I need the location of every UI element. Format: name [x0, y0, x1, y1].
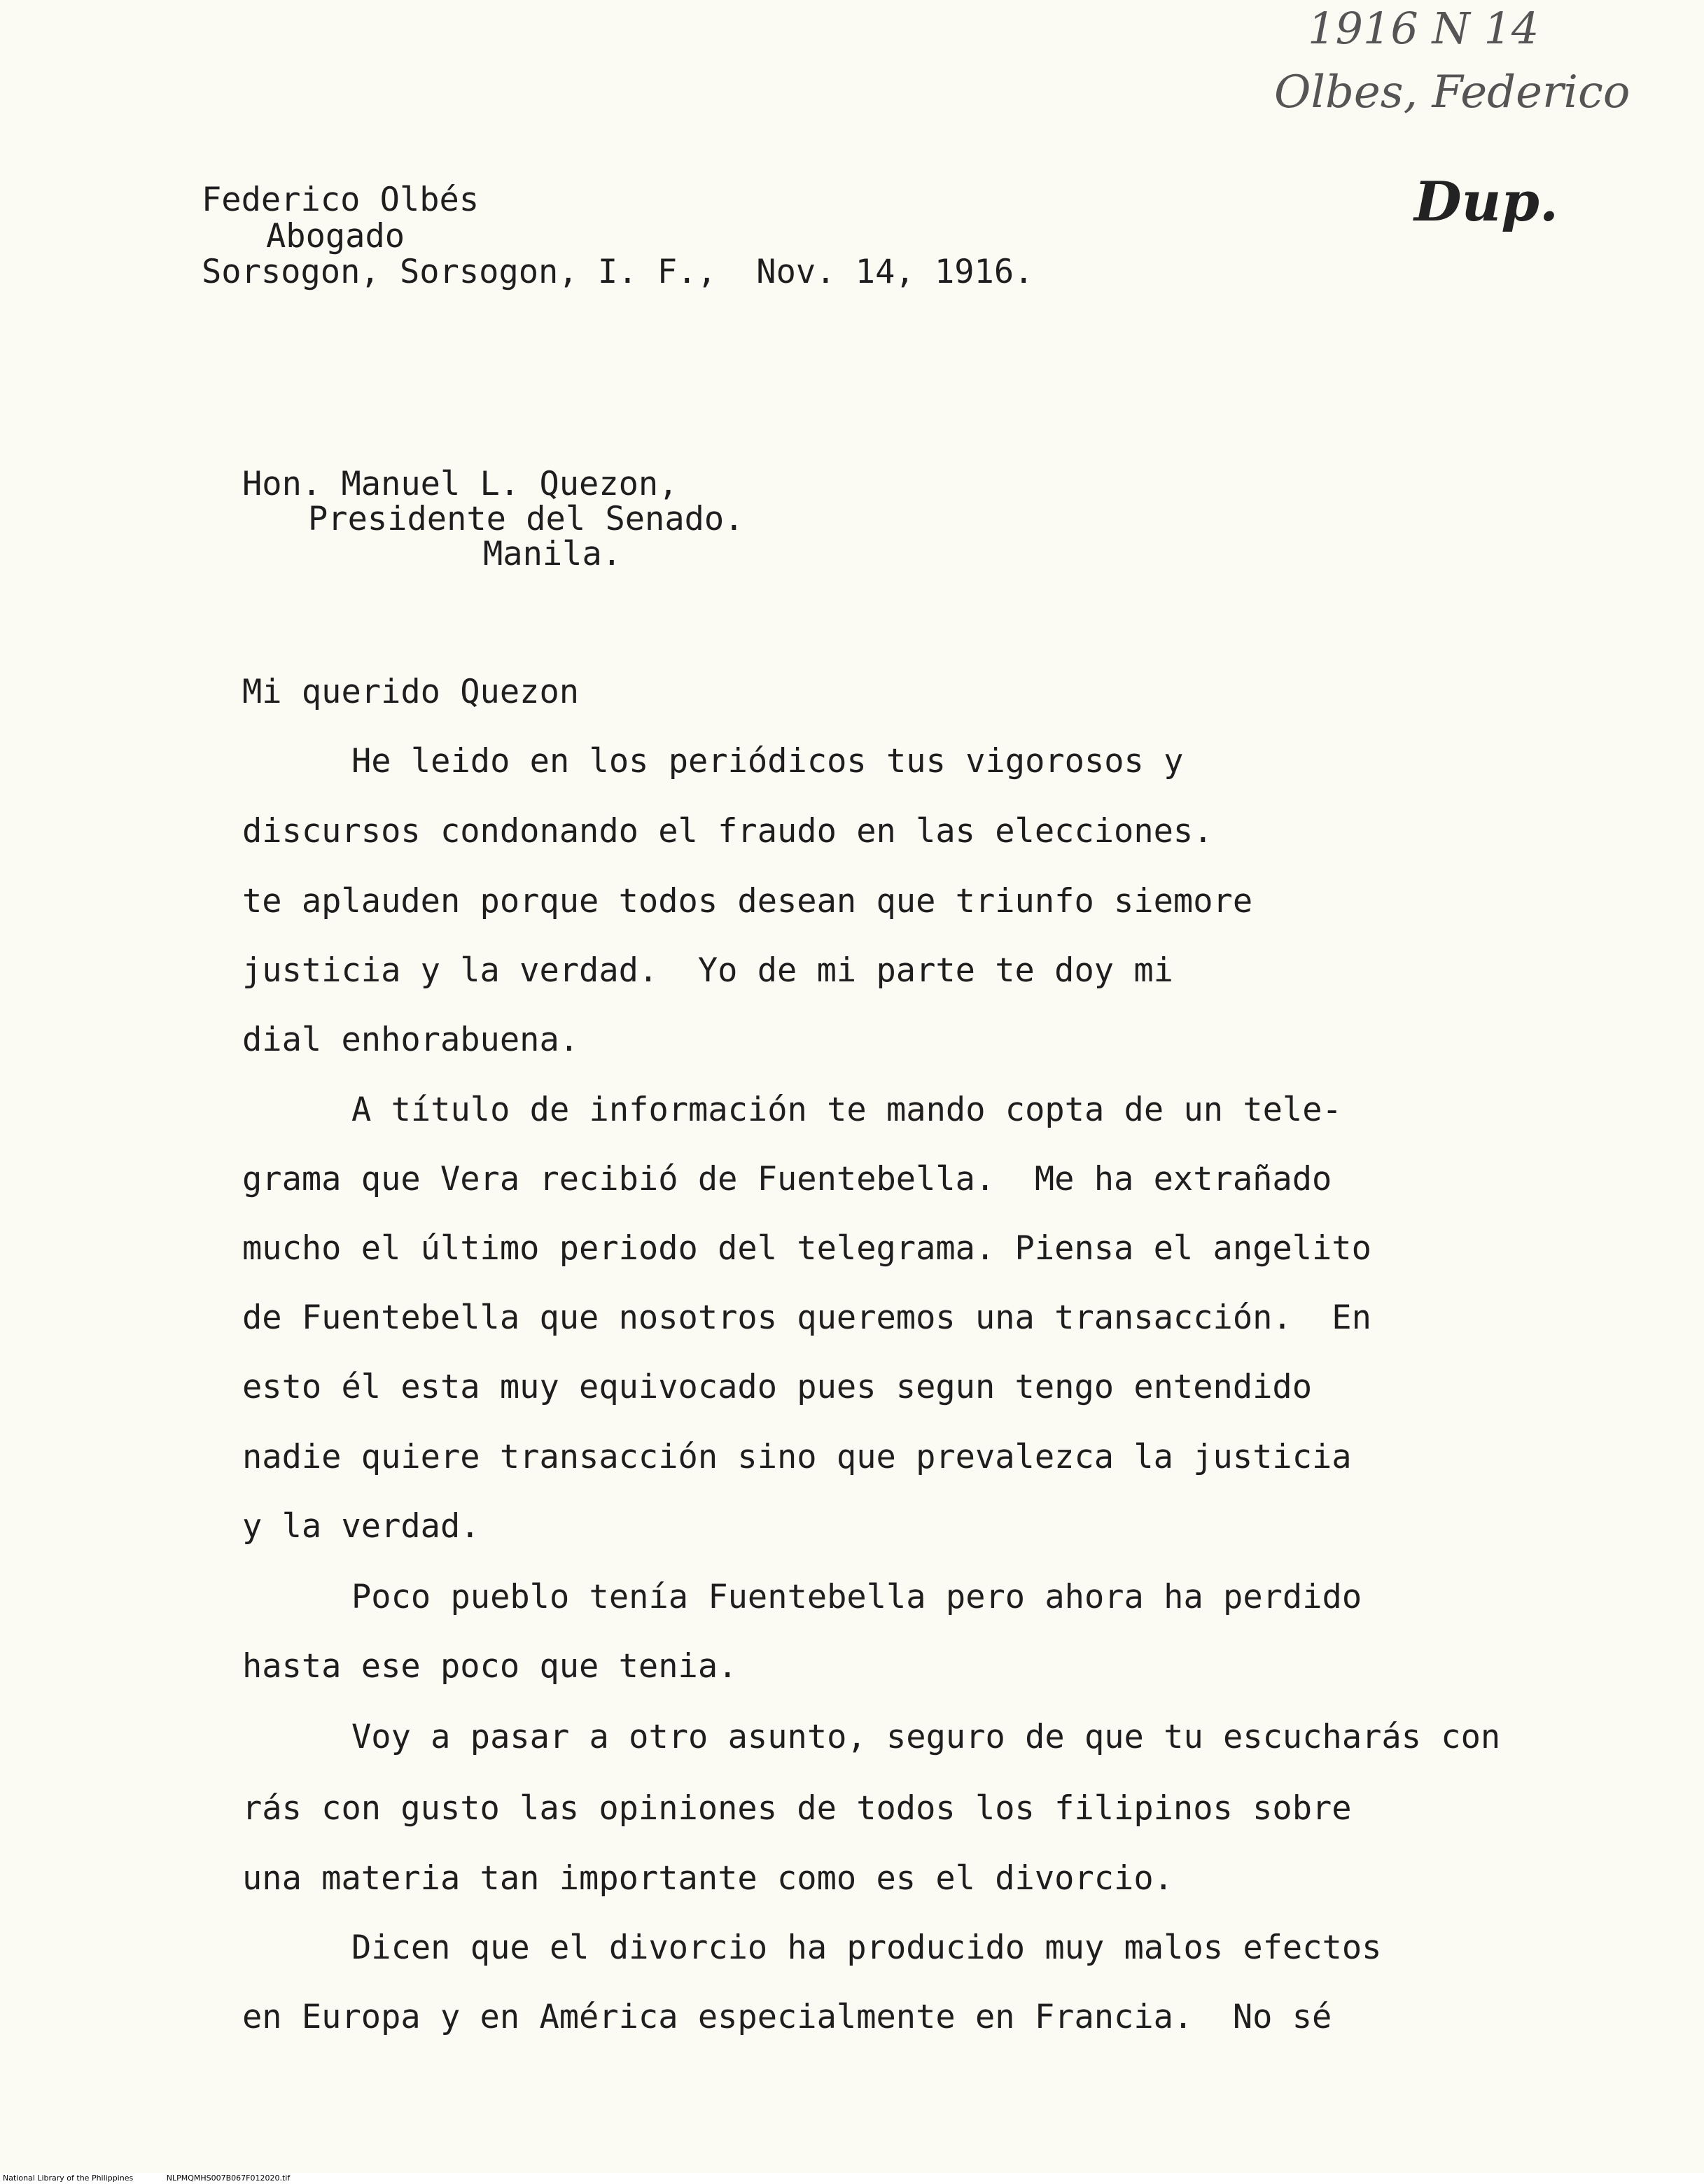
body-line: discursos condonando el fraudo en las elecciones.	[242, 812, 1213, 850]
body-line: dial enhorabuena.	[242, 1021, 580, 1059]
body-line: Voy a pasar a otro asunto, seguro de que tu escucharás con	[351, 1718, 1501, 1756]
body-line: mucho el último periodo del telegrama. Piensa el angelito	[242, 1229, 1371, 1268]
body-line: Dicen que el divorcio ha producido muy malos efectos	[351, 1928, 1382, 1967]
body-line: He leido en los periódicos tus vigorosos y	[351, 742, 1184, 780]
salutation: Mi querido Quezon	[242, 673, 580, 711]
body-line: hasta ese poco que tenia.	[242, 1647, 738, 1686]
body-line: y la verdad.	[242, 1507, 480, 1546]
body-line: de Fuentebella que nosotros queremos una transacción. En	[242, 1298, 1371, 1337]
body-line: esto él esta muy equivocado pues segun tengo entendido	[242, 1368, 1313, 1406]
sender-name: Federico Olbés	[202, 181, 480, 219]
archive-name-annotation: Olbes, Federico	[1274, 66, 1630, 118]
sender-title: Abogado	[266, 217, 405, 255]
body-line: te aplauden porque todos desean que triunfo siemore	[242, 882, 1253, 920]
recipient-name: Hon. Manuel L. Quezon,	[242, 465, 678, 503]
recipient-position: Presidente del Senado.	[308, 500, 744, 538]
body-line: nadie quiere transacción sino que prevalezca la justicia	[242, 1438, 1352, 1476]
body-line: Poco pueblo tenía Fuentebella pero ahora ha perdido	[351, 1578, 1362, 1616]
recipient-city: Manila.	[483, 535, 622, 573]
body-line: grama que Vera recibió de Fuentebella. Me ha extrañado	[242, 1160, 1332, 1198]
footer-institution: National Library of the Philippines	[3, 2174, 134, 2183]
body-line: rás con gusto las opiniones de todos los filipinos sobre	[242, 1789, 1352, 1828]
scan-footer	[0, 2173, 1704, 2184]
body-line: A título de información te mando copta de un tele-	[351, 1091, 1342, 1129]
sender-place-date: Sorsogon, Sorsogon, I. F., Nov. 14, 1916.	[202, 253, 1034, 291]
body-line: justicia y la verdad. Yo de mi parte te doy mi	[242, 951, 1173, 990]
archive-date-annotation: 1916 N 14	[1308, 3, 1539, 54]
body-line: una materia tan importante como es el divorcio.	[242, 1859, 1173, 1898]
duplicate-mark-annotation: Dup.	[1414, 170, 1559, 234]
footer-file-id: NLPMQMHS007B067F012020.tif	[166, 2174, 291, 2183]
body-line: en Europa y en América especialmente en Francia. No sé	[242, 1998, 1332, 2036]
